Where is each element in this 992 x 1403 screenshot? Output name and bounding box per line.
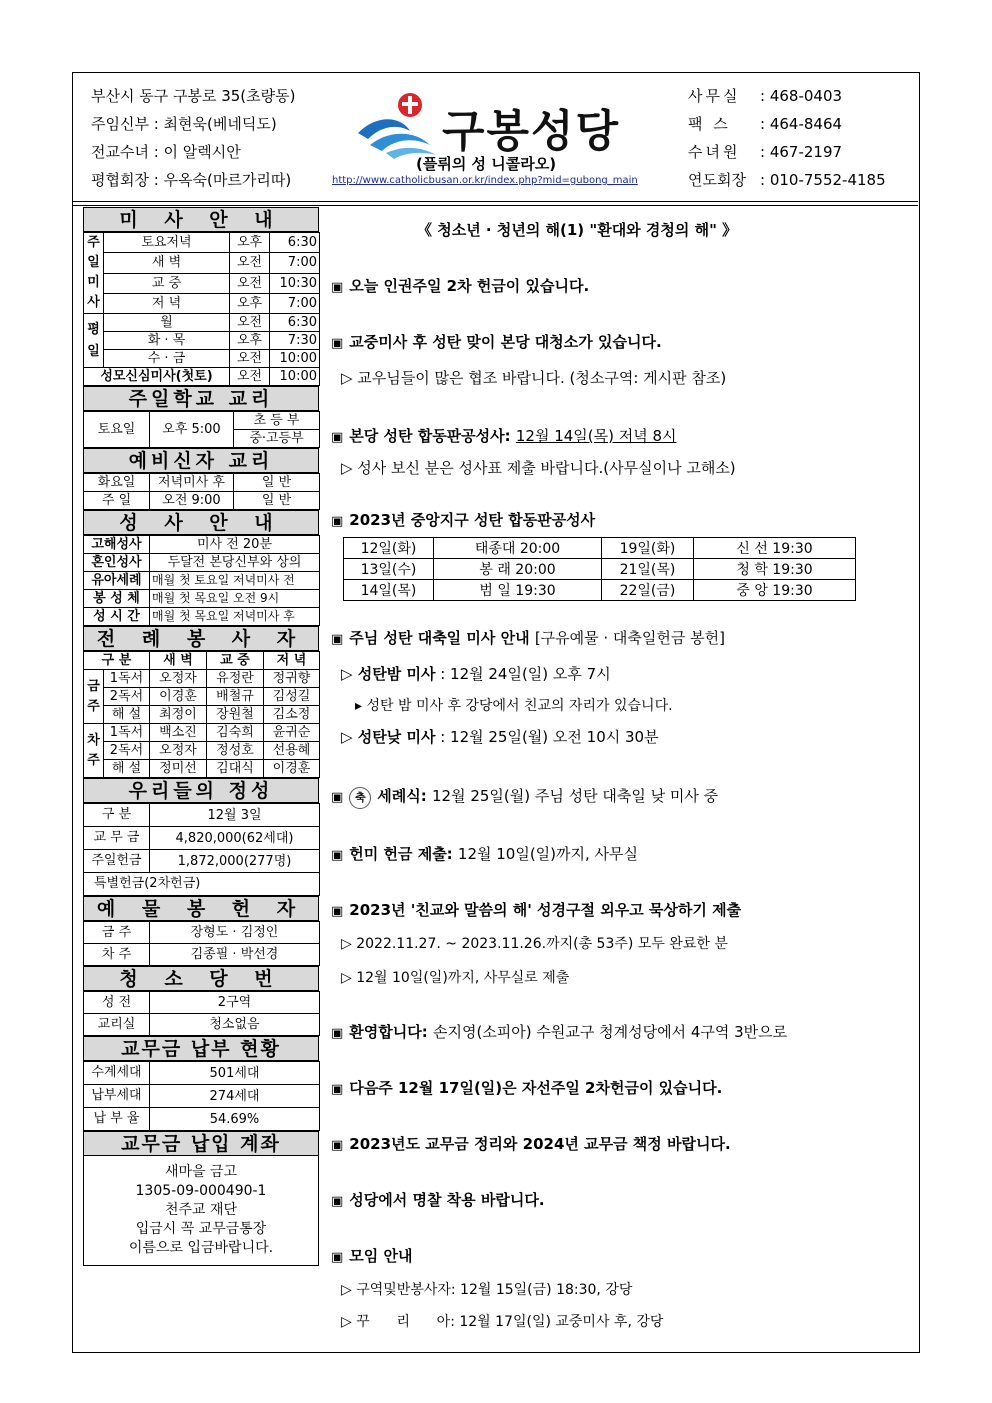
ministry-title: 전 례 봉 사 자 (83, 626, 319, 651)
notice-meetings: ▣ 모임 안내 (331, 1247, 413, 1265)
mass-table: 주일미사 토요저녁 오후 6:30 새 벽 오전 7:00 교 중 오전 10:30 저 녁 오후 7:00 평일 월 오전 6:30 화 · 목 오후 7:30 수 · 금 오전 10:00 성모신심미사(첫토) 오전 10:00 (83, 232, 320, 386)
wave-cross-icon (356, 87, 446, 159)
confession-schedule-table: 12일(화) 태종대 20:00 19일(화) 신 선 19:30 13일(수) 봉 래 20:00 21일(목) 청 학 19:30 14일(목) 범 일 19:30 22일(금) 중 앙 19:30 (343, 537, 856, 601)
sister: 전교수녀 : 이 알렉시안 (91, 143, 241, 161)
flower-title: 예 물 봉 헌 자 (83, 896, 319, 921)
square-bullet-icon: ▣ (331, 336, 344, 351)
weekday-mass-label: 평일 (84, 314, 104, 368)
christmas-eve-sub: ▸ 성탄 밤 미사 후 강당에서 친교의 자리가 있습니다. (355, 698, 673, 714)
cleaning-table: 성 전 2구역 교리실 청소없음 (83, 991, 320, 1036)
square-bullet-icon: ▣ (331, 1082, 344, 1097)
sacrament-table: 고해성사 미사 전 20분 혼인성사 두달전 본당신부와 상의 유아세례 매월 첫 토요일 저녁미사 전 봉 성 체 매월 첫 목요일 오전 9시 성 시 간 매월 첫 목요일 저녁미사 후 (83, 535, 320, 626)
year-theme: 《 청소년 · 청년의 해(1) "환대와 경청의 해" 》 (417, 221, 738, 239)
ministry-table: 구 분 새 벽 교 중 저 녁 금주 1독서 오정자 유정란 정귀향 2독서 이경훈 배철규 김성길 해 설 최정이 장원철 김소정 차주 1독서 백소진 김숙희 윤귀순 2독서 오정자 정성호 선용혜 해 설 정미선 김대식 이경훈 (83, 651, 320, 778)
notice-name-tag: ▣ 성당에서 명찰 착용 바랍니다. (331, 1191, 545, 1209)
pastor: 주임신부 : 최현욱(베네딕도) (91, 115, 277, 133)
notice-human-rights: ▣ 오늘 인권주일 2차 헌금이 있습니다. (331, 277, 590, 295)
notice-christmas-mass: ▣ 주님 성탄 대축일 미사 안내 [구유예물 · 대축일헌금 봉헌] (331, 629, 725, 647)
square-bullet-icon: ▣ (331, 904, 344, 919)
square-bullet-icon: ▣ (331, 1026, 344, 1041)
flower-table: 금 주 장형도 · 김정인 차 주 김종필 · 박선경 (83, 921, 320, 966)
offering-title: 우리들의 정성 (83, 778, 319, 803)
notice-confession-sub: ▷ 성사 보신 분은 성사표 제출 바랍니다.(사무실이나 고해소) (341, 459, 736, 477)
sunday-school-title: 주일학교 교리 (83, 386, 319, 411)
square-bullet-icon: ▣ (331, 280, 344, 295)
meeting-sub2: ▷ 꾸 리 아: 12월 17일(일) 교중미사 후, 강당 (341, 1314, 664, 1330)
celebration-icon: 축 (349, 787, 371, 809)
christmas-eve-mass: ▷ 성탄밤 미사 : 12월 24일(일) 오후 7시 (341, 665, 611, 683)
sacrament-title: 성 사 안 내 (83, 510, 319, 535)
square-bullet-icon: ▣ (331, 1250, 344, 1265)
parish-logo (332, 83, 676, 193)
dues-table: 수계세대 501세대 납부세대 274세대 납 부 율 54.69% (83, 1061, 320, 1131)
contact-convent: 수녀원 : 467-2197 (688, 143, 843, 161)
notice-welcome: ▣ 환영합니다: 손지영(소피아) 수원교구 청계성당에서 4구역 3반으로 (331, 1023, 788, 1041)
square-bullet-icon: ▣ (331, 848, 344, 863)
dues-title: 교무금 납부 현황 (83, 1036, 319, 1061)
patron-saint: (플뤼의 성 니콜라오) (416, 155, 557, 173)
contact-prayer: 연도회장 : 010-7552-4185 (688, 171, 886, 189)
offering-table: 구 분 12월 3일 교 무 금 4,820,000(62세대) 주일헌금 1,872,000(277명) 특별헌금(2차헌금) (83, 803, 320, 896)
square-bullet-icon: ▣ (331, 1194, 344, 1209)
square-bullet-icon: ▣ (331, 430, 344, 445)
notice-bible-verse: ▣ 2023년 '친교와 말씀의 해' 성경구절 외우고 묵상하기 제출 (331, 901, 742, 919)
sunday-school-table: 토요일 오후 5:00 초 등 부 중·고등부 (83, 411, 320, 448)
contact-office: 사무실 : 468-0403 (688, 87, 843, 105)
sunday-mass-label: 주일미사 (84, 233, 104, 314)
mass-title: 미 사 안 내 (83, 207, 319, 232)
account-info: 새마을 금고 1305-09-000490-1 천주교 재단 입금시 꼭 교무금통장 이름으로 입금바랍니다. (83, 1156, 319, 1266)
notice-dues: ▣ 2023년도 교무금 정리와 2024년 교무금 책정 바랍니다. (331, 1135, 731, 1153)
christmas-day-mass: ▷ 성탄낮 미사 : 12월 25일(월) 오전 10시 30분 (341, 728, 659, 746)
notice-rice-offering: ▣ 헌미 헌금 제출: 12월 10일(일)까지, 사무실 (331, 845, 639, 863)
meeting-sub1: ▷ 구역및반봉사자: 12월 15일(금) 18:30, 강당 (341, 1282, 633, 1298)
cleaning-title: 청 소 당 번 (83, 966, 319, 991)
header (73, 73, 918, 202)
notice-district-confession: ▣ 2023년 중앙지구 성탄 합동판공성사 (331, 511, 596, 529)
square-bullet-icon: ▣ (331, 514, 344, 529)
sidebar (83, 207, 319, 1266)
account-title: 교무금 납입 계좌 (83, 1131, 319, 1156)
notice-baptism: ▣ 축 세례식: 12월 25일(월) 주님 성탄 대축일 낮 미사 중 (331, 785, 718, 809)
council-president: 평협회장 : 우옥숙(마르가리따) (91, 171, 292, 189)
bulletin-frame (72, 72, 920, 1353)
notice-cleaning-sub: ▷ 교우님들이 많은 협조 바랍니다. (청소구역: 게시판 참조) (341, 369, 727, 387)
parish-name: 구봉성당 (442, 106, 621, 157)
catechumen-title: 예비신자 교리 (83, 448, 319, 473)
contact-fax: 팩 스 : 464-8464 (688, 115, 843, 133)
address: 부산시 동구 구봉로 35(초량동) (91, 87, 296, 105)
square-bullet-icon: ▣ (331, 1138, 344, 1153)
notice-confession: ▣ 본당 성탄 합동판공성사: 12월 14일(목) 저녁 8시 (331, 427, 677, 445)
square-bullet-icon: ▣ (331, 632, 344, 647)
notice-charity-sunday: ▣ 다음주 12월 17일(일)은 자선주일 2차헌금이 있습니다. (331, 1079, 723, 1097)
catechumen-table: 화요일 저녁미사 후 일 반 주 일 오전 9:00 일 반 (83, 473, 320, 510)
square-bullet-icon: ▣ (331, 790, 344, 805)
bible-verse-sub1: ▷ 2022.11.27. ~ 2023.11.26.까지(총 53주) 모두 완료한 분 (341, 936, 728, 952)
bible-verse-sub2: ▷ 12월 10일(일)까지, 사무실로 제출 (341, 970, 570, 986)
notice-cleaning: ▣ 교중미사 후 성탄 맞이 본당 대청소가 있습니다. (331, 333, 662, 351)
header-divider (73, 201, 918, 206)
website-link[interactable]: http://www.catholicbusan.or.kr/index.php?mid=gubong_main (332, 175, 638, 186)
